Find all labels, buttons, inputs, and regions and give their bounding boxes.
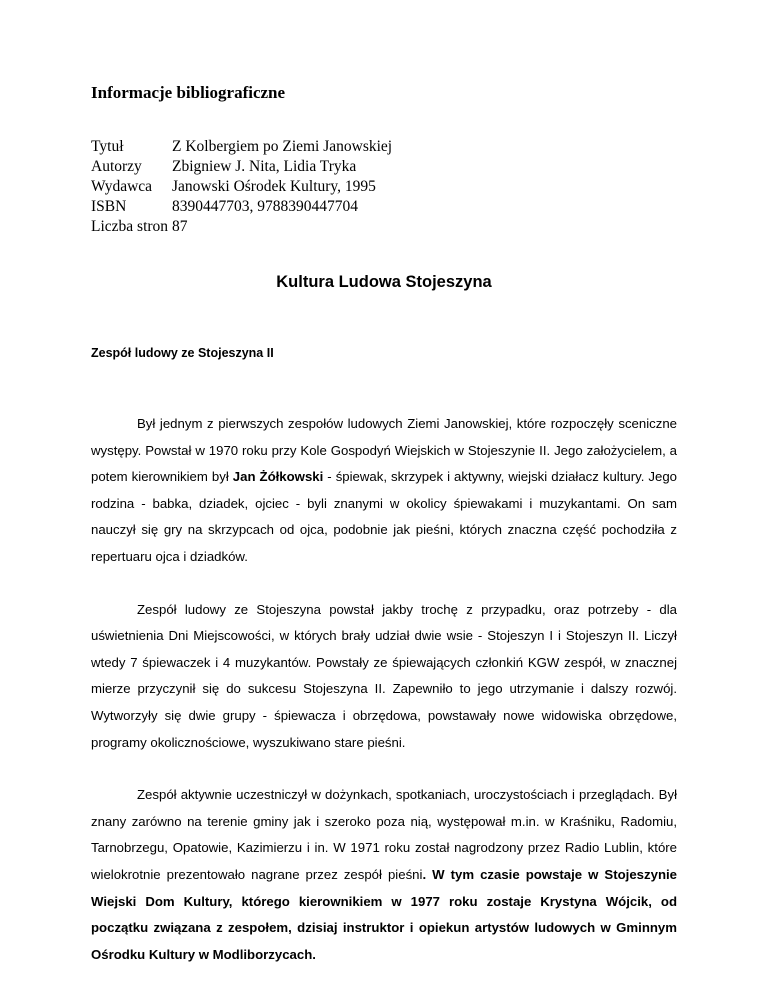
paragraph-text: Był jednym z pierwszych zespołów ludowych Ziemi Janowskiej, które rozpoczęły sceniczne występy. Powstał w 1970 roku przy Kole Gospodyń Wiejskich w Stojeszynie II. Jego założycielem, a potem kierownikiem był — [91, 416, 677, 485]
bibliography-label: Wydawca — [91, 178, 153, 195]
paragraph-2 — [91, 597, 677, 757]
paragraph-text: Zespół aktywnie uczestniczył w dożynkach, spotkaniach, uroczystościach i przeglądach. Był znany zarówno na terenie gminy jak i szeroko poza nią, występował m.in. w Kraśniku, Radomiu, Tarnobrzegu, Opatowie, Kazimierzu i in. W 1971 roku został nagrodzony przez Radio Lublin, które wielokrotnie prezentowało nagrane przez zespół pieśni — [91, 787, 677, 882]
section-heading: Zespół ludowy ze Stojeszyna II — [91, 346, 274, 360]
bibliography-row-pages — [91, 217, 392, 237]
founder-name: Jan Żółkowski — [232, 469, 324, 485]
document-title: Kultura Ludowa Stojeszyna — [276, 273, 492, 291]
bibliography-heading: Informacje bibliograficzne — [91, 83, 286, 102]
body-text — [91, 411, 677, 968]
paragraph-bold-text: . W tym czasie powstaje w Stojeszynie Wiejski Dom Kultury, którego kierownikiem w 1977 roku zostaje Krystyna Wójcik, od początku związana z zespołem, dzisiaj instruktor i opiekun artystów ludowych w Gminnym Ośrodku Kultury w Modliborzycach. — [91, 866, 677, 962]
bibliography-row-isbn — [91, 197, 392, 217]
bibliography-label: Autorzy — [91, 158, 142, 175]
paragraph-text: - śpiewak, skrzypek i aktywny, wiejski działacz kultury. Jego rodzina - babka, dziadek, ojciec - byli znanymi w okolicy śpiewakami i muzykantami. On sam nauczył się gry na skrzypcach od ojca, podobnie jak pieśni, których znaczna część pochodziła z repertuaru ojca i dziadków. — [91, 469, 677, 564]
paragraph-3 — [91, 782, 677, 968]
bibliography-row-publisher — [91, 177, 392, 197]
paragraph-1 — [91, 411, 677, 571]
bibliography-value: 8390447703, 9788390447704 — [172, 198, 358, 215]
bibliography-value: 87 — [172, 218, 188, 235]
bibliography-row-authors — [91, 157, 392, 177]
bibliography-label: ISBN — [91, 198, 127, 215]
bibliography-value: Janowski Ośrodek Kultury, 1995 — [172, 178, 376, 195]
bibliography-value: Zbigniew J. Nita, Lidia Tryka — [172, 158, 357, 175]
bibliography-label: Liczba stron — [91, 218, 169, 235]
bibliography-label: Tytuł — [91, 138, 124, 155]
bibliography-row-title — [91, 137, 392, 157]
bibliography-value: Z Kolbergiem po Ziemi Janowskiej — [172, 138, 393, 155]
bibliography-table — [91, 137, 392, 237]
paragraph-text: Zespół ludowy ze Stojeszyna powstał jakby trochę z przypadku, oraz potrzeby - dla uświetnienia Dni Miejscowości, w których brały udział dwie wsie - Stojeszyn I i Stojeszyn II. Liczył wtedy 7 śpiewaczek i 4 muzykantów. Powstały ze śpiewających członkiń KGW zespół, w znacznej mierze przyczynił się do sukcesu Stojeszyna II. Zapewniło to jego utrzymanie i dalszy rozwój. Wytworzyły się dwie grupy - śpiewacza i obrzędowa, powstawały nowe widowiska obrzędowe, programy okolicznościowe, wyszukiwano stare pieśni. — [91, 601, 677, 750]
